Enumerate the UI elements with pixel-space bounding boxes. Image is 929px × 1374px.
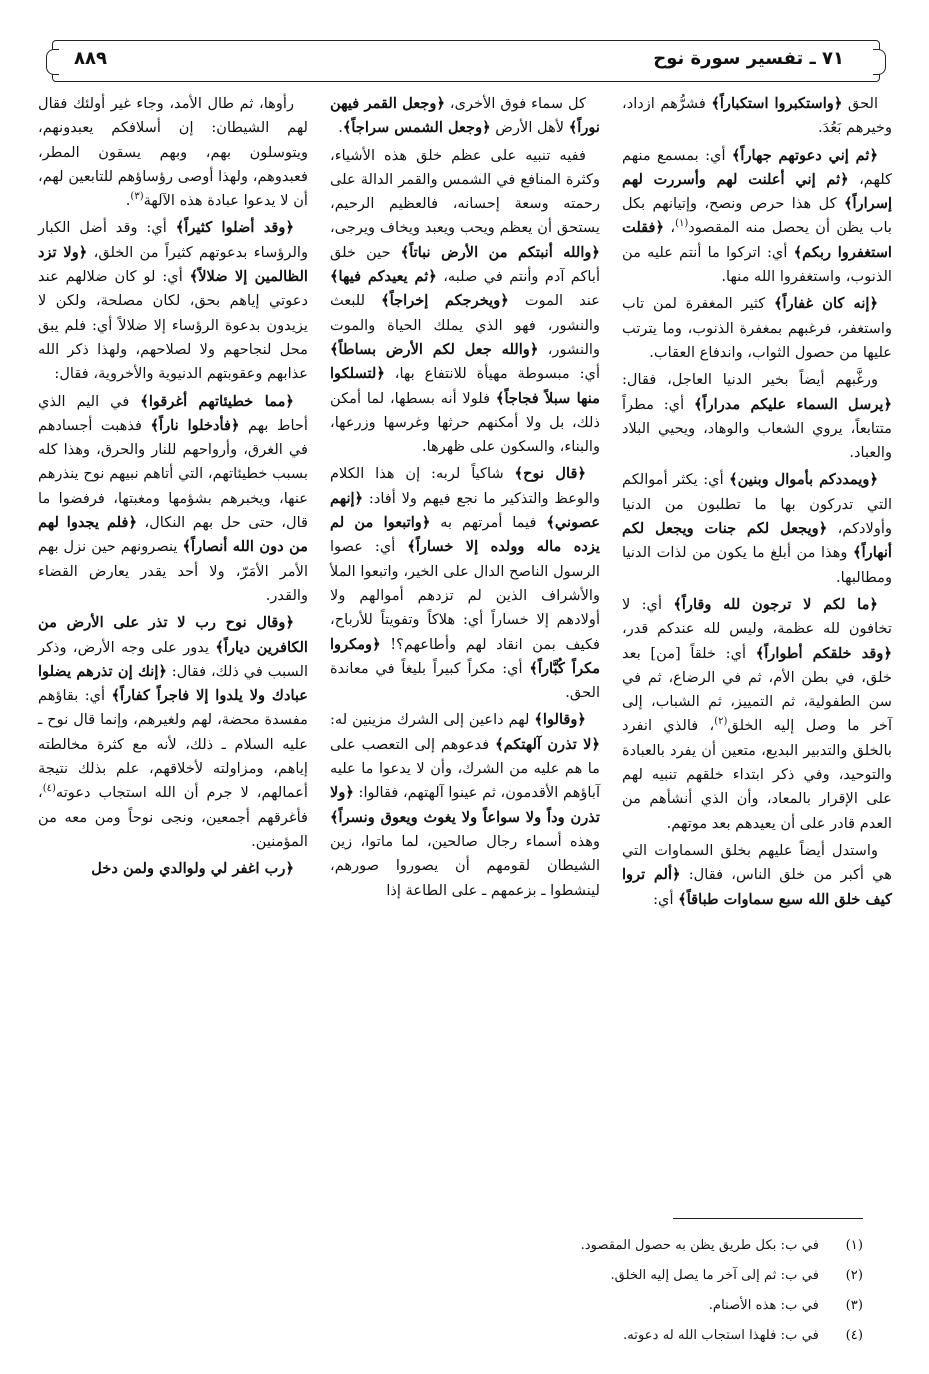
paragraph — [38, 216, 308, 386]
commentary-text: كل سماء فوق الأخرى، — [445, 95, 587, 112]
commentary-text: للبعث والنشور، فهو الذي يملك الحياة والموت والنشور، — [330, 292, 600, 358]
commentary-text: ، فأغرقهم أجمعين، ونجى نوحاً ومن معه من المؤمنين. — [38, 784, 308, 850]
quran-verse: ﴿وقد خلقكم أطواراً﴾ — [755, 644, 892, 662]
commentary-text: أي: مطراً متتابعاً، يروي الشعاب والوهاد، ويحيي البلاد والعباد. — [622, 395, 892, 462]
commentary-text: أي: وقد أضل الكبار والرؤساء بدعوتهم كثيراً من الخلق، — [38, 219, 308, 261]
quran-verse: ﴿قال نوح﴾ — [514, 465, 586, 483]
quran-verse: ﴿فقلت استغفروا ربكم﴾ — [622, 219, 892, 261]
commentary-text: وهذا من أبلغ ما يكون من لذات الدنيا ومطالبها. — [622, 544, 892, 586]
commentary-text: فذهبت أجسادهم في الغرق، وأرواحهم للنار والحرق، وهذا كله بسبب خطيئاتهم، التي أتاهم نبيهم نوح ينذرهم عنها، ويخبرهم بشؤمها ومغبتها، فرفضوا ما قال، حتى حل بهم النكال، — [38, 416, 308, 532]
quran-verse: ﴿وقال نوح رب لا تذر على الأرض من الكافرين دياراً﴾ — [38, 614, 308, 656]
commentary-text: فيما أمرتهم به — [430, 514, 547, 532]
commentary-text: كثير المغفرة لمن تاب واستغفر، فرغبهم بمغفرة الذنوب، وما يترتب عليها من حصول الثواب، واندفاع العقاب. — [622, 295, 892, 361]
quran-verse: ﴿وقالوا﴾ — [534, 711, 586, 729]
quran-verse: ﴿إنهم عصوني﴾ — [330, 489, 600, 532]
quran-verse: ﴿يرسل السماء عليكم مدراراً﴾ — [693, 395, 892, 413]
commentary-text: يدور على وجه الأرض، وذكر السبب في ذلك، فقال: — [38, 638, 308, 680]
page-header — [52, 40, 880, 82]
footnote-reference: (٤) — [42, 783, 56, 795]
commentary-text: أي: يكثر أموالكم التي تدركون بها ما تطلبون من الدنيا وأولادكم، — [622, 471, 892, 538]
quran-verse: ﴿لتسلكوا منها سبلاً فجاجاً﴾ — [330, 365, 600, 407]
commentary-text: حين خلق أباكم آدم وأنتم في صلبه، — [330, 243, 600, 286]
paragraph — [38, 857, 308, 881]
commentary-text: أي: لو كان ضلالهم عند دعوتي إياهم بحق، لكان مصلحة، ولكن لا يزيدون بدعوة الرؤساء إلا ضلالاً أي: فلم يبق محل لنجاحهم ولا لصلاحهم، ولهذا ذكر الله عذابهم وعقوبتهم الدنيوية والأخروية، فقال: — [38, 268, 308, 383]
commentary-text: . — [125, 192, 131, 210]
quran-verse: ﴿فلم يجدوا لهم من دون الله أنصاراً﴾ — [38, 514, 309, 556]
commentary-text: رأوها، ثم طال الأمد، وجاء غير أولئك فقال لهم الشيطان: إن أسلافكم يعبدونهم، ويتوسلون بهم، وبهم يسقون المطر، فعبدوهم، ولهذا أوصى رؤساؤهم للتابعين لهم، أن لا يدعوا عبادة هذه الآلهة — [38, 95, 308, 210]
paragraph — [38, 92, 308, 213]
footnote-text: في ب: ثم إلى آخر ما يصل إليه الخلق. — [610, 1267, 819, 1283]
commentary-text: الحق — [842, 95, 878, 112]
commentary-text: ورغَّبهم أيضاً بخير الدنيا العاجل، فقال: — [622, 371, 878, 389]
commentary-text: فشرُّهم ازداد، وخيرهم بَعُدَ. — [622, 95, 892, 137]
footnote — [83, 1230, 863, 1260]
quran-verse: ﴿واتبعوا من لم يزده ماله وولده إلا خساراً﴾ — [330, 514, 600, 556]
quran-verse: ﴿إنه كان غفاراً﴾ — [773, 295, 878, 313]
quran-verse: ﴿ثم إني أعلنت لهم وأسررت لهم إسراراً﴾ — [622, 170, 892, 213]
commentary-text: في اليم الذي أحاط بهم — [38, 392, 308, 434]
text-column-middle — [330, 92, 600, 1200]
paragraph — [38, 390, 308, 609]
quran-verse: ﴿والله أنبتكم من الأرض نباتاً﴾ — [400, 243, 600, 261]
quran-verse: ﴿ثم إني دعوتهم جهاراً﴾ — [731, 146, 878, 164]
footnote-reference: (٣) — [130, 191, 144, 203]
paragraph — [622, 292, 892, 365]
footnote-number: (١) — [845, 1237, 863, 1253]
quran-verse: ﴿وجعل الشمس سراجاً﴾ — [342, 119, 491, 137]
text-columns — [38, 92, 892, 1200]
paragraph — [622, 468, 892, 589]
commentary-text: واستدل أيضاً عليهم بخلق السماوات التي هي أكبر من خلق الناس، فقال: — [622, 841, 893, 884]
footnote-text: في ب: فلهذا استجاب الله له دعوته. — [623, 1327, 819, 1343]
commentary-text: لأهل الأرض — [490, 119, 569, 137]
running-title: ٧١ ـ تفسير سورة نوح — [653, 48, 844, 69]
commentary-text: فدعوهم إلى التعصب على ما هم عليه من الشرك، وأن لا يدعوا ما عليه آباؤهم الأقدمون، ثم عينوا آلهتهم، فقالوا: — [330, 735, 600, 802]
commentary-text: أي: خلقاً [من] بعد خلق، في بطن الأم، ثم في الرضاع، ثم في سن الطفولية، ثم التمييز، ثم الشباب، إلى آخر ما وصل إليه الخلق — [622, 644, 892, 735]
quran-verse: ﴿ومكروا مكراً كُبَّاراً﴾ — [330, 635, 601, 677]
footnote-text: في ب: هذه الأصنام. — [708, 1297, 819, 1313]
commentary-text: عند الموت — [508, 292, 600, 310]
quran-verse: ﴿رب اغفر لي ولوالدي ولمن دخل — [91, 860, 294, 878]
footnote-reference: (١) — [675, 218, 689, 230]
quran-verse: ﴿ويخرجكم إخراجاً﴾ — [381, 292, 509, 310]
quran-verse: ﴿فأدخلوا ناراً﴾ — [150, 416, 240, 434]
commentary-text: أي: بمسمع منهم كلهم، — [622, 146, 892, 188]
paragraph — [38, 611, 308, 854]
text-column-left — [38, 92, 308, 1200]
commentary-text: أي: عصوا الرسول الناصح الدال على الخير، واتبعوا الملأ والأشراف الذين لم تزدهم أموالهم ولا أولادهم إلا خساراً أي: هلاكاً وتفويتاً للأرباح، فكيف بمن انقاد لهم وأطاعهم؟! — [330, 538, 600, 653]
footnote — [83, 1320, 863, 1350]
quran-verse: ﴿إنك إن تذرهم يضلوا عبادك ولا يلدوا إلا فاجراً كفاراً﴾ — [38, 662, 308, 705]
paragraph — [330, 462, 600, 705]
quran-verse: ﴿واستكبروا استكباراً﴾ — [711, 95, 843, 112]
paragraph — [622, 144, 892, 290]
quran-verse: ﴿وجعل القمر فيهن نوراً﴾ — [330, 95, 600, 137]
commentary-text: ، فالذي انفرد بالخلق والتدبير البديع، متعين أن يفرد بالعبادة والتوحيد، وفي ذكر ابتداء خلقهم تنبيه لهم على الإقرار بالمعاد، وأن الذي أنشأهم من العدم قادر على أن يعيدهم بعد موتهم. — [622, 717, 892, 832]
quran-verse: ﴿مما خطيئاتهم أغرقوا﴾ — [140, 392, 294, 410]
paragraph — [330, 92, 600, 141]
quran-verse: ﴿والله جعل لكم الأرض بساطاً﴾ — [330, 340, 539, 358]
paragraph — [622, 92, 892, 141]
quran-verse: ﴿ثم يعيدكم فيها﴾ — [330, 268, 437, 286]
quran-verse: ﴿وقد أضلوا كثيراً﴾ — [175, 219, 295, 237]
commentary-text: ، — [664, 219, 676, 237]
footnote-number: (٢) — [845, 1267, 863, 1283]
paragraph — [622, 368, 892, 465]
footnote-separator — [673, 1218, 863, 1219]
quran-verse: ﴿ويمددكم بأموال وبنين﴾ — [729, 471, 878, 489]
footnote-text: في ب: بكل طريق يظن به حصول المقصود. — [580, 1237, 819, 1253]
footnotes — [83, 1230, 863, 1350]
commentary-text: ففيه تنبيه على عظم خلق هذه الأشياء، وكثرة المنافع في الشمس والقمر الدالة على رحمته وسعة إحسانه، فالعظيم الرحيم، يستحق أن يعظم ويحب ويعبد ويخاف ويرجى، — [330, 146, 600, 237]
commentary-text: أي: لا تخافون لله عظمة، وليس لله عندكم قدر، — [622, 595, 892, 638]
page-number: ٨٨٩ — [74, 48, 107, 69]
paragraph — [330, 144, 600, 460]
footnote-number: (٣) — [845, 1297, 863, 1313]
paragraph — [622, 839, 892, 912]
commentary-text: لهم داعين إلى الشرك مزينين له: — [330, 711, 535, 729]
commentary-text: وهذه أسماء رجال صالحين، لما ماتوا، زين الشيطان لقومهم أن يصوروا صورهم، لينشطوا ـ بزعمهم ـ على الطاعة إذا — [330, 832, 600, 899]
quran-verse: ﴿لا تذرن آلهتكم﴾ — [495, 735, 600, 753]
footnote — [83, 1290, 863, 1320]
quran-verse: ﴿ولا تزد الظالمين إلا ضلالاً﴾ — [38, 243, 308, 286]
commentary-text: كل هذا حرص ونصح، وإتيانهم بكل باب يظن أن يحصل منه المقصود — [622, 195, 892, 237]
paragraph — [622, 593, 892, 836]
footnote-number: (٤) — [845, 1327, 863, 1343]
commentary-text: أي: مبسوطة مهيأة للانتفاع بها، — [384, 365, 600, 383]
commentary-text: أي: مكراً كبيراً بليغاً في معاندة الحق. — [330, 659, 600, 702]
quran-verse: ﴿ولا تذرن وداً ولا سواعاً ولا يغوث ويعوق ونسراً﴾ — [330, 784, 600, 826]
commentary-text: ينصرونهم حين نزل بهم الأمر الأمَرّ، ولا أحد يقدر يعارض القضاء والقدر. — [38, 538, 308, 604]
commentary-text: أي: اتركوا ما أنتم عليه من الذنوب، واستغفروا الله منها. — [622, 243, 892, 286]
commentary-text: أي: — [653, 890, 679, 908]
quran-verse: ﴿ويجعل لكم جنات ويجعل لكم أنهاراً﴾ — [622, 520, 892, 562]
commentary-text: أي: بقاؤهم مفسدة محضة، لهم ولغيرهم، وإنما قال نوح ـ عليه السلام ـ ذلك، لأنه مع كثرة مخالطته إياهم، ومزاولته لأخلاقهم، علم بذلك نتيجة أعمالهم، لا جرم أن الله استجاب دعوته — [38, 687, 308, 802]
quran-verse: ﴿ألم تروا كيف خلق الله سبع سماوات طباقاً﴾ — [622, 866, 892, 908]
commentary-text: شاكياً لربه: إن هذا الكلام والوعظ والتذكير ما نجع فيهم ولا أفاد: — [330, 465, 600, 507]
quran-verse: ﴿ما لكم لا ترجون لله وقاراً﴾ — [673, 595, 878, 613]
footnote — [83, 1260, 863, 1290]
text-column-right — [622, 92, 892, 1200]
paragraph — [330, 708, 600, 902]
commentary-text: فلولا أنه بسطها، لما أمكن ذلك، بل ولا أمكنهم حرثها وغرسها وزرعها، والبناء، والسكون على ظهرها. — [330, 389, 600, 456]
commentary-text: . — [338, 119, 343, 137]
footnote-reference: (٢) — [714, 716, 728, 728]
